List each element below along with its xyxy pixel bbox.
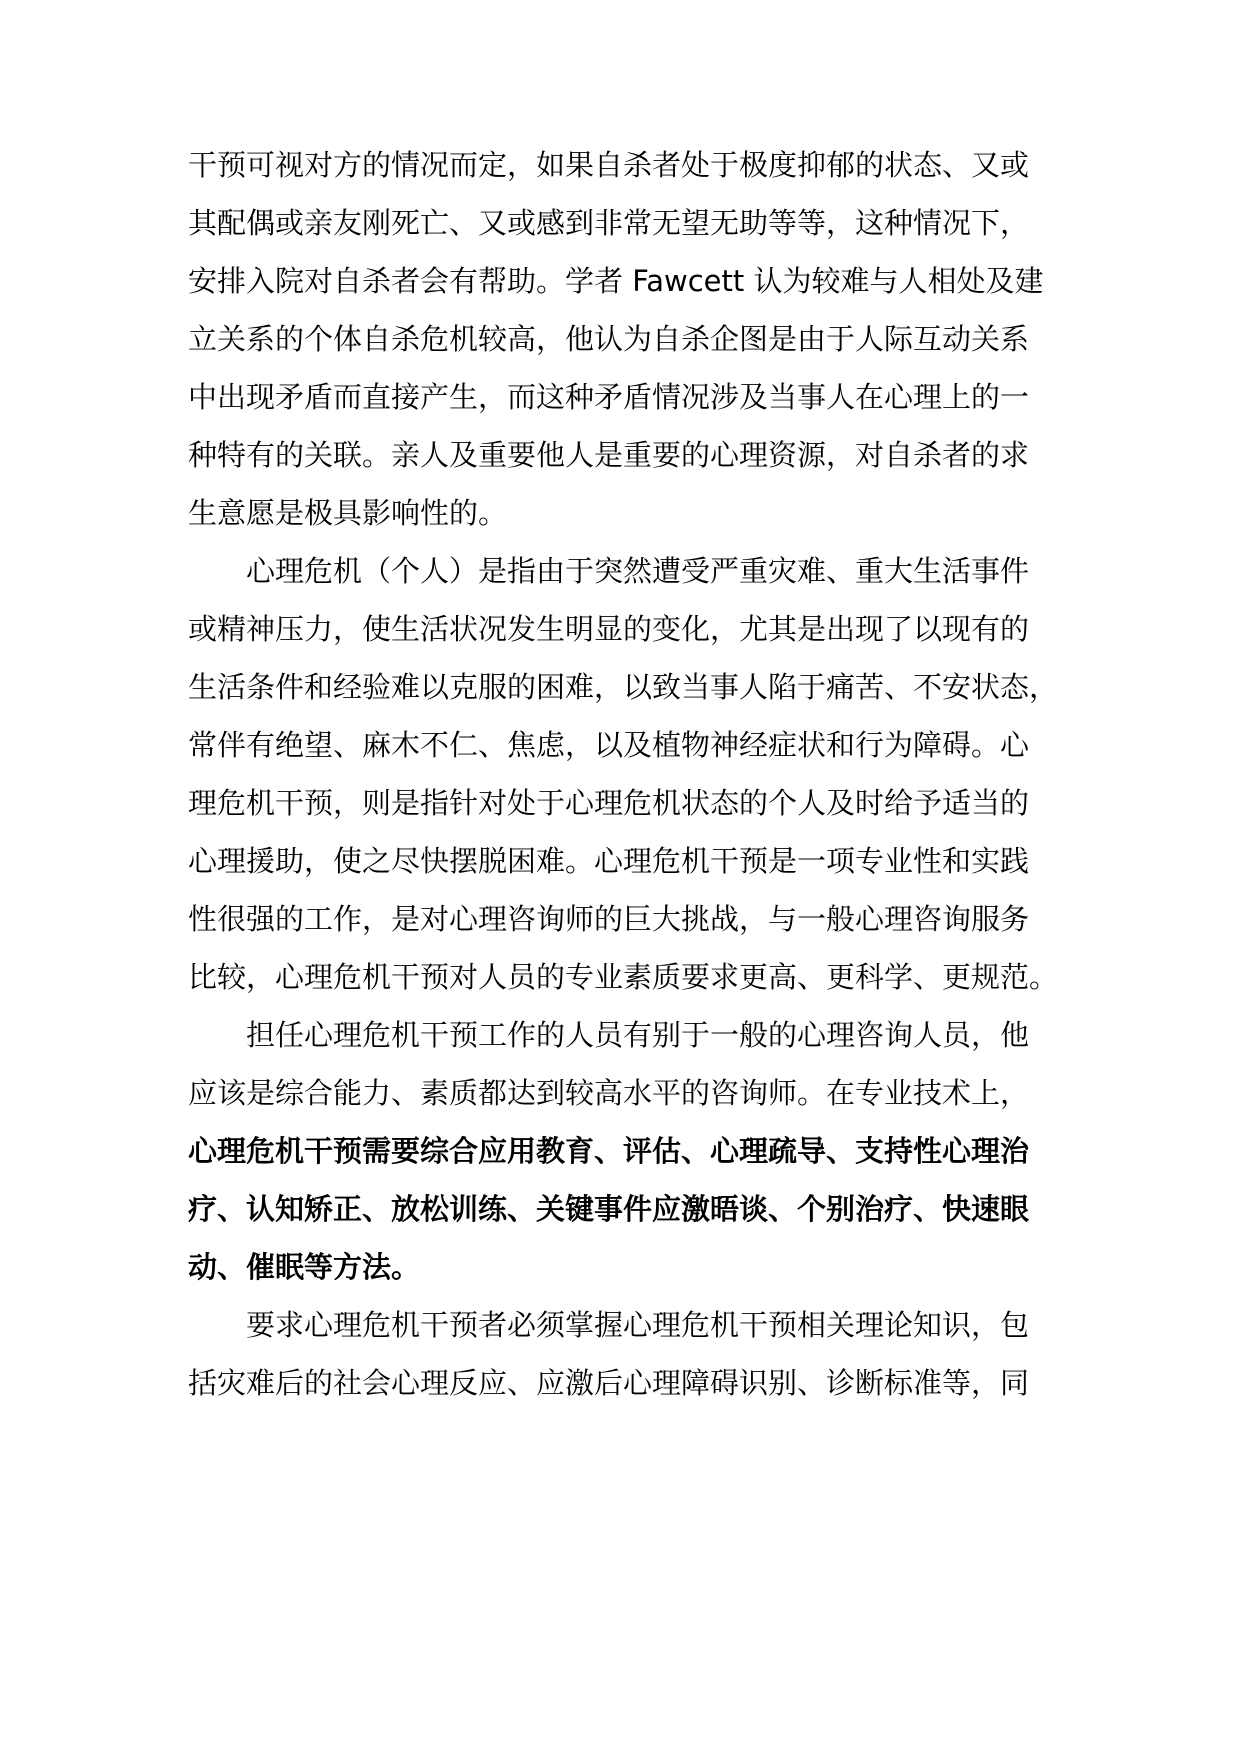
- bold-text-line: 疗、认知矫正、放松训练、关键事件应激晤谈、个别治疗、快速眼: [188, 1192, 1030, 1226]
- text-line: 理危机干预，则是指针对处于心理危机状态的个人及时给予适当的: [188, 786, 1030, 820]
- text-line: 安排入院对自杀者会有帮助。学者 Fawcett 认为较难与人相处及建: [188, 264, 1044, 298]
- text-line: 生意愿是极具影响性的。: [188, 496, 508, 530]
- paragraph-first-line: 担任心理危机干预工作的人员有别于一般的心理咨询人员，他: [246, 1018, 1030, 1052]
- paragraph-first-line: 要求心理危机干预者必须掌握心理危机干预相关理论知识，包: [246, 1308, 1030, 1342]
- text-line: 干预可视对方的情况而定，如果自杀者处于极度抑郁的状态、又或: [188, 148, 1030, 182]
- text-line: 比较，心理危机干预对人员的专业素质要求更高、更科学、更规范。: [188, 960, 1059, 994]
- text-line: 心理援助，使之尽快摆脱困难。心理危机干预是一项专业性和实践: [188, 844, 1030, 878]
- text-line: 括灾难后的社会心理反应、应激后心理障碍识别、诊断标准等，同: [188, 1366, 1030, 1400]
- bold-text-line: 动、催眠等方法。: [188, 1250, 421, 1284]
- text-line: 或精神压力，使生活状况发生明显的变化，尤其是出现了以现有的: [188, 612, 1030, 646]
- paragraph-first-line: 心理危机（个人）是指由于突然遭受严重灾难、重大生活事件: [246, 554, 1030, 588]
- text-line: 立关系的个体自杀危机较高，他认为自杀企图是由于人际互动关系: [188, 322, 1030, 356]
- text-line: 性很强的工作，是对心理咨询师的巨大挑战，与一般心理咨询服务: [188, 902, 1030, 936]
- text-line: 应该是综合能力、素质都达到较高水平的咨询师。在专业技术上，: [188, 1076, 1030, 1110]
- text-line: 生活条件和经验难以克服的困难，以致当事人陷于痛苦、不安状态，: [188, 670, 1059, 704]
- text-line: 常伴有绝望、麻木不仁、焦虑，以及植物神经症状和行为障碍。心: [188, 728, 1030, 762]
- text-line: 中出现矛盾而直接产生，而这种矛盾情况涉及当事人在心理上的一: [188, 380, 1030, 414]
- text-line: 其配偶或亲友刚死亡、又或感到非常无望无助等等，这种情况下，: [188, 206, 1030, 240]
- text-line: 种特有的关联。亲人及重要他人是重要的心理资源，对自杀者的求: [188, 438, 1030, 472]
- bold-text-line: 心理危机干预需要综合应用教育、评估、心理疏导、支持性心理治: [188, 1134, 1030, 1168]
